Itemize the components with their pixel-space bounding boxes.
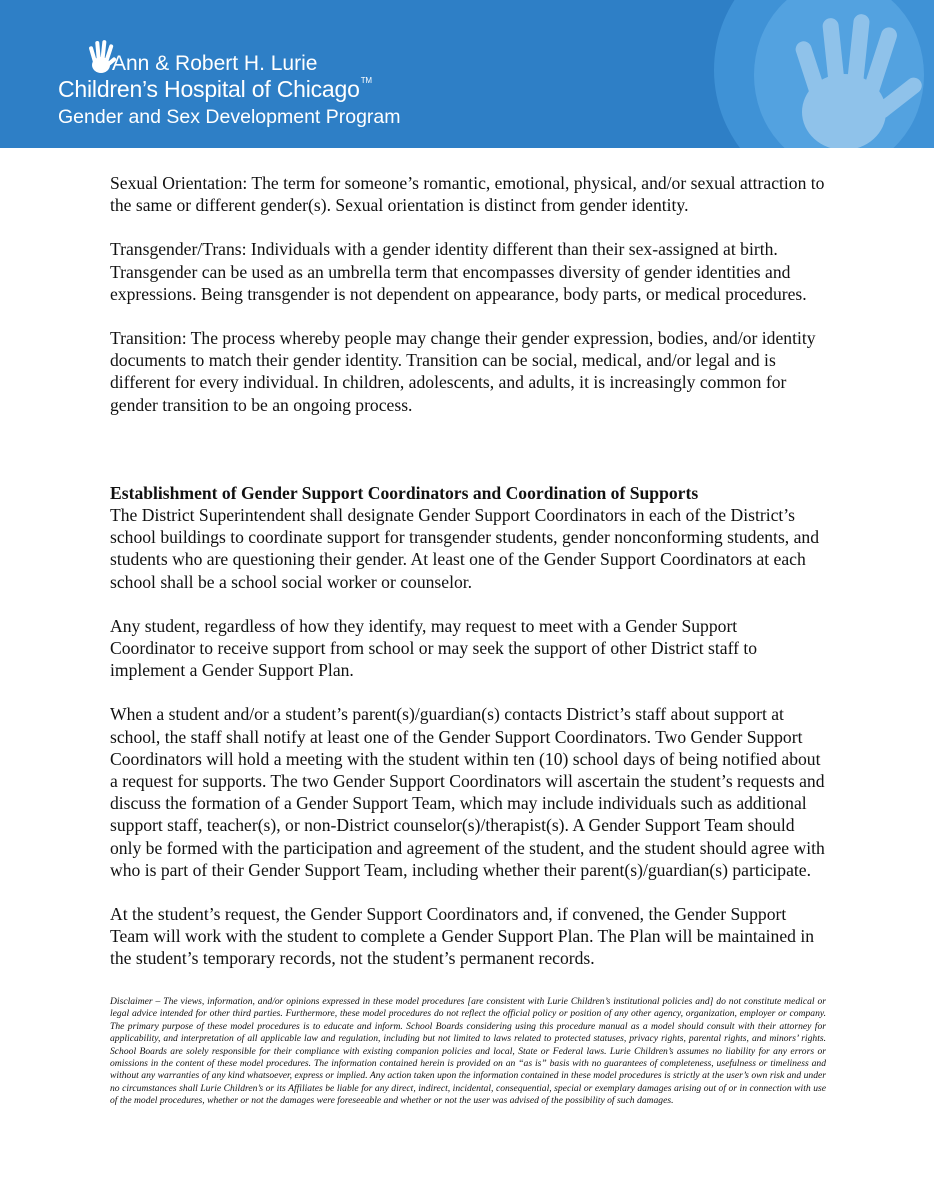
section-paragraph: The District Superintendent shall designate Gender Support Coordinators in each of the District’s school buildings to coordinate support for transgender students, gender nonconforming students, and students who are questioning their gender. At least one of the Gender Support Coordinators at each school shall be a school social worker or counselor.: [110, 505, 819, 592]
definition-transgender: Transgender/Trans: Individuals with a gender identity different than their sex-assigned at birth. Transgender can be used as an umbrella term that encompasses diversity of gender identities and expressions. Being transgender is not dependent on appearance, body parts, or medical procedures.: [110, 239, 807, 304]
trademark: TM: [360, 76, 372, 85]
org-name-line2: [58, 76, 372, 103]
definition-transition: Transition: The process whereby people may change their gender expression, bodies, and/or identity documents to match their gender identity. Transition can be social, medical, and/or legal and is different for every individual. In children, adolescents, and adults, it is increasingly common for gender transition to be an ongoing process.: [110, 328, 816, 415]
section-heading: Establishment of Gender Support Coordinators and Coordination of Supports: [110, 482, 699, 503]
org-name-line1: Ann & Robert H. Lurie: [112, 52, 318, 75]
disclaimer: Disclaimer – The views, information, and/or opinions expressed in these model procedures [are consistent with Lurie Children’s institutional policies and] do not constitute medical or legal advice intended for other third parties. Furthermore, these model procedures do not reflect the official policy or position of any other agency, organization, employer or company. The primary purpose of these model procedures is to educate and inform. School Boards considering using this procedure manual as a model should consult with their attorney for applicability, and interpretation of all applicable law and regulation, including but not limited to laws related to protected statuses, privacy rights, parental rights, and minors’ rights. School Boards are solely responsible for their compliance with existing companion policies and local, State or Federal laws. Lurie Children’s assumes no liability for any errors or omissions in the content of these model procedures. The information contained herein is provided on an “as is” basis with no guarantees of completeness, usefulness or timeliness and without any warranties of any kind whatsoever, express or implied. Any action taken upon the information contained in these model procedures is strictly at the user’s own risk and under no circumstances shall Lurie Children’s or its Affiliates be liable for any direct, indirect, incidental, consequential, special or exemplary damages arising out of or in connection with use of the model procedures, whether or not the damages were foreseeable and whether or not the user was advised of the possibility of such damages.: [110, 996, 826, 1107]
document-body: [110, 172, 826, 970]
hospital-name: Children’s Hospital of Chicago: [58, 76, 360, 102]
section-paragraph: When a student and/or a student’s parent(s)/guardian(s) contacts District’s staff about support at school, the staff shall notify at least one of the Gender Support Coordinators. Two Gender Support Coordinators will hold a meeting with the student within ten (10) school days of being notified about a request for supports. The two Gender Support Coordinators will ascertain the student’s requests and discuss the formation of a Gender Support Team, which may include individuals such as additional support staff, teacher(s), or non-District counselor(s)/therapist(s). A Gender Support Team should only be formed with the participation and agreement of the student, and the student should agree with who is part of their Gender Support Team, including whether their parent(s)/guardian(s) participate.: [110, 704, 825, 880]
header-banner: [0, 0, 934, 148]
definition-sexual-orientation: Sexual Orientation: The term for someone’s romantic, emotional, physical, and/or sexual attraction to the same or different gender(s). Sexual orientation is distinct from gender identity.: [110, 173, 825, 216]
section-paragraph: At the student’s request, the Gender Support Coordinators and, if convened, the Gender Support Team will work with the student to complete a Gender Support Plan. The Plan will be maintained in the student’s temporary records, not the student’s permanent records.: [110, 904, 815, 969]
section-paragraph: Any student, regardless of how they identify, may request to meet with a Gender Support Coordinator to receive support from school or may seek the support of other District staff to implement a Gender Support Plan.: [110, 615, 758, 681]
program-name: Gender and Sex Development Program: [58, 106, 401, 128]
hand-watermark-icon: [774, 0, 934, 148]
